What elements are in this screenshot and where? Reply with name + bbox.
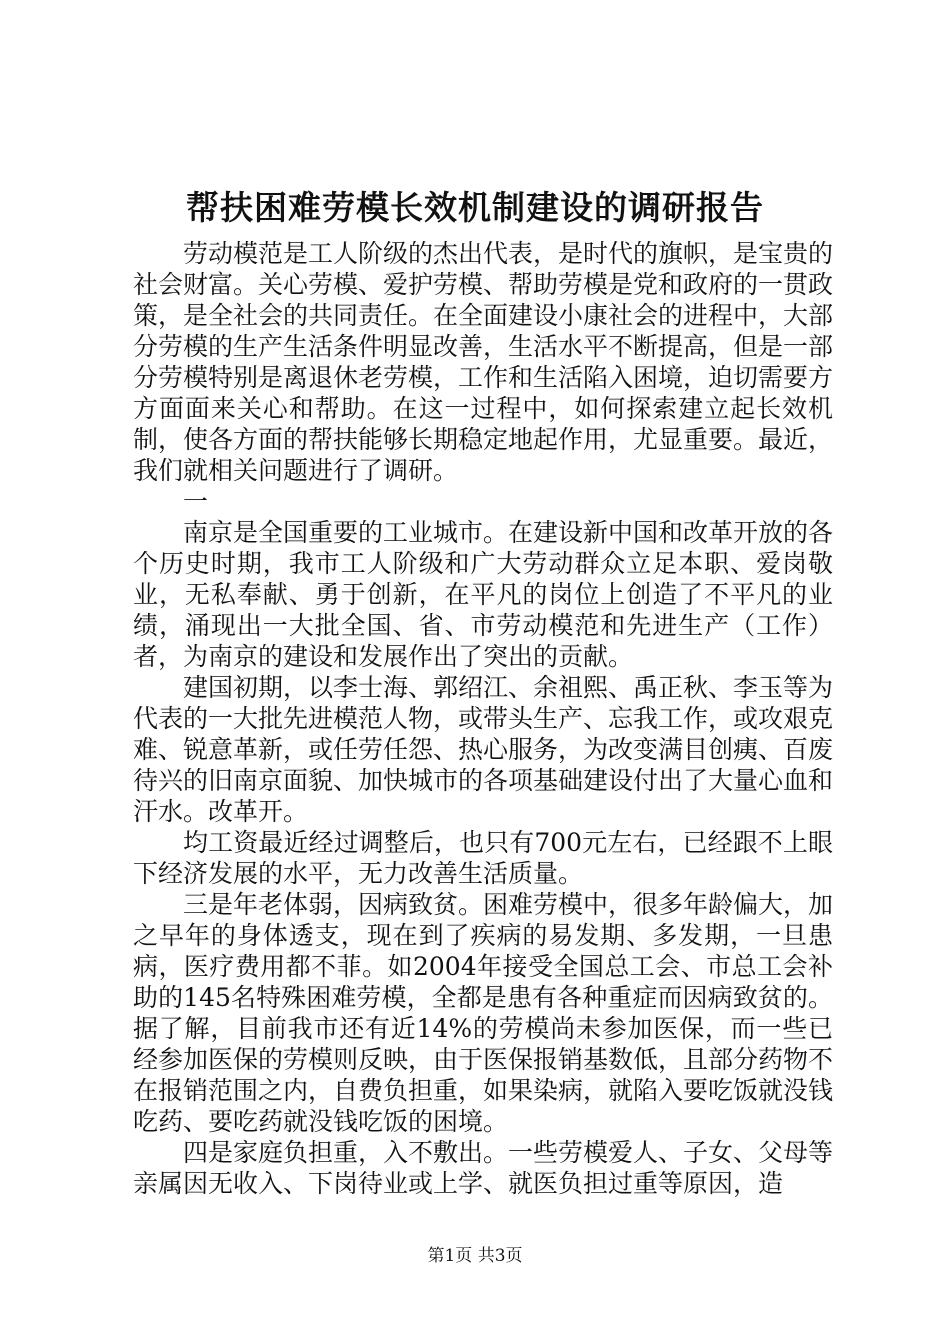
paragraph-illness: 三是年老体弱，因病致贫。困难劳模中，很多年龄偏大，加之早年的身体透支，现在到了疾病的易发期、多发期，一旦患病，医疗费用都不菲。如2004年接受全国总工会、市总工会补助的145名特殊困难劳模，全都是患有各种重症而因病致贫的。据了解，目前我市还有近14%的劳模尚未参加医保，而一些已经参加医保的劳模则反映，由于医保报销基数低，且部分药物不在报销范围之内，自费负担重，如果染病，就陷入要吃饭就没钱吃药、要吃药就没钱吃饭的困境。 (133, 890, 834, 1136)
page-number-footer: 第1页 共3页 (427, 1246, 523, 1266)
paragraph-family-burden: 四是家庭负担重，入不敷出。一些劳模爱人、子女、父母等亲属因无收入、下岗待业或上学、就医负担过重等原因，造 (133, 1138, 834, 1198)
section-number: 一 (183, 487, 209, 516)
paragraph-wages: 均工资最近经过调整后，也只有700元左右，已经跟不上眼下经济发展的水平，无力改善生活质量。 (133, 828, 833, 888)
document-body (133, 238, 833, 1199)
paragraph-early-period: 建国初期，以李士海、郭绍江、余祖熙、禹正秋、李玉等为代表的一大批先进模范人物，或带头生产、忘我工作，或攻艰克难、锐意革新，或任劳任怨、热心服务，为改变满目创痍、百废待兴的旧南京面貌、加快城市的各项基础建设付出了大量心血和汗水。改革开。 (133, 673, 834, 826)
document-title: 帮扶困难劳模长效机制建设的调研报告 (186, 188, 764, 227)
paragraph-intro: 劳动模范是工人阶级的杰出代表，是时代的旗帜，是宝贵的社会财富。关心劳模、爱护劳模、帮助劳模是党和政府的一贯政策，是全社会的共同责任。在全面建设小康社会的进程中，大部分劳模的生产生活条件明显改善，生活水平不断提高，但是一部分劳模特别是离退休老劳模，工作和生活陷入困境，迫切需要方方面面来关心和帮助。在这一过程中，如何探索建立起长效机制，使各方面的帮扶能够长期稳定地起作用，尤显重要。最近，我们就相关问题进行了调研。 (133, 239, 834, 485)
paragraph-nanjing: 南京是全国重要的工业城市。在建设新中国和改革开放的各个历史时期，我市工人阶级和广大劳动群众立足本职、爱岗敬业，无私奉献、勇于创新，在平凡的岗位上创造了不平凡的业绩，涌现出一大批全国、省、市劳动模范和先进生产（工作）者，为南京的建设和发展作出了突出的贡献。 (133, 518, 834, 671)
